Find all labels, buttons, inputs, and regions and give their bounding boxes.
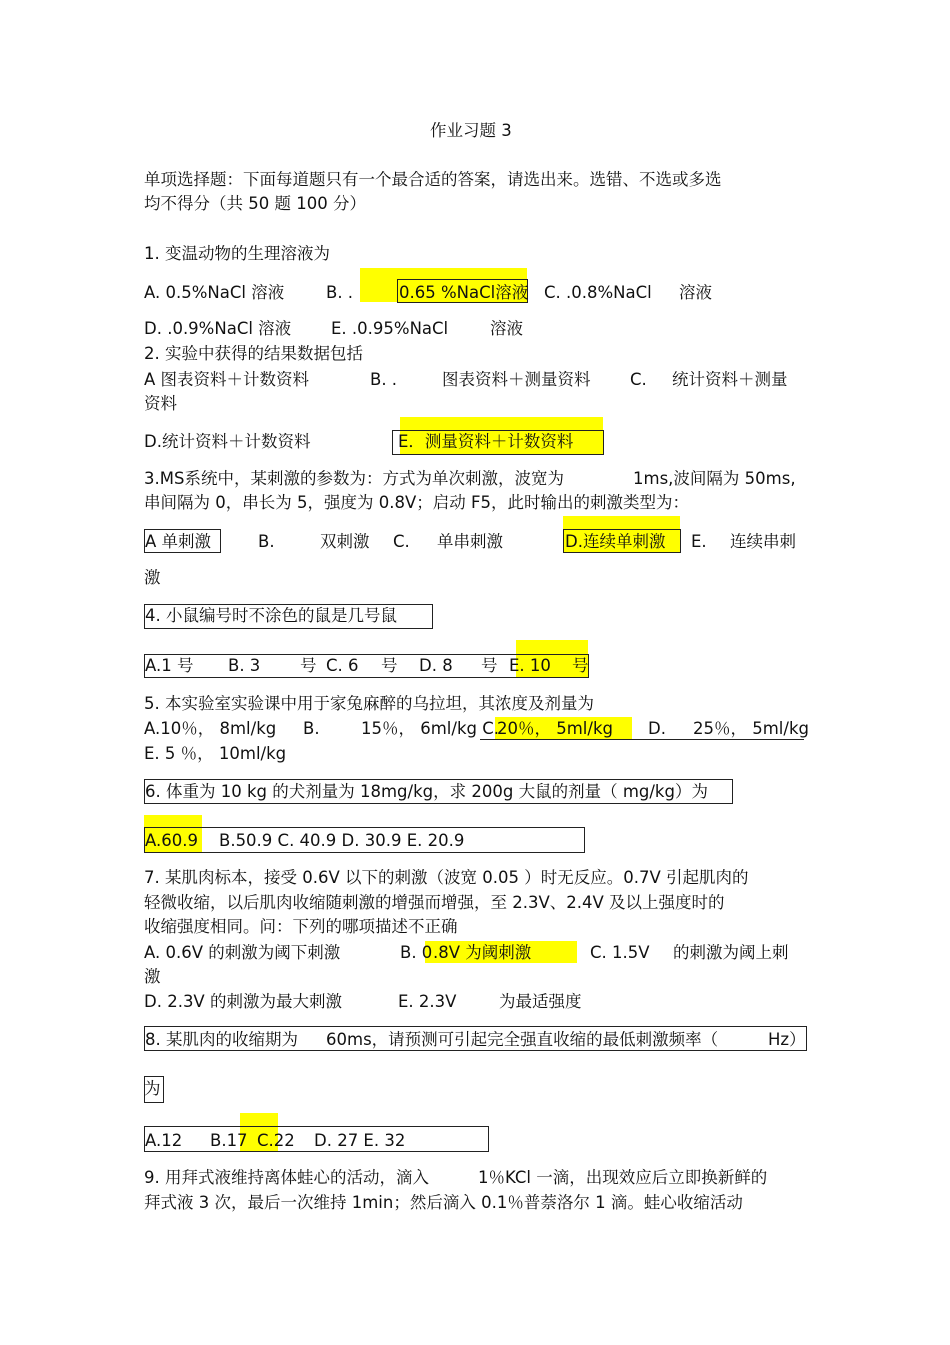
instructions-line-1: 单项选择题：下面每道题只有一个最合适的答案，请选出来。选错、不选或多选 <box>144 170 722 189</box>
q2-option-c: 统计资料＋测量 <box>672 370 788 389</box>
q3-stem-line-1a: 3.MS系统中，某刺激的参数为：方式为单次刺激，波宽为 <box>144 469 564 488</box>
q5-option-c: 20％， 5ml/kg <box>497 719 613 738</box>
q5-stem: 5. 本实验室实验课中用于家兔麻醉的乌拉坦，其浓度及剂量为 <box>144 694 594 713</box>
q7-option-c-cont: 激 <box>144 967 161 986</box>
q8-other-options: D. 27 E. 32 <box>314 1131 406 1150</box>
q1-option-a: A. 0.5%NaCl 溶液 <box>144 283 285 302</box>
q8-stem-cont: 为 <box>144 1079 161 1098</box>
q3-option-c: 单串刺激 <box>437 532 503 551</box>
q1-option-e-suffix: 溶液 <box>490 319 523 338</box>
q1-option-e: E. .0.95%NaCl <box>331 319 449 338</box>
q3-stem-line-2: 串间隔为 0，串长为 5，强度为 0.8V；启动 F5，此时输出的刺激类型为： <box>144 493 689 512</box>
q9-stem-line-1a: 9. 用拜式液维持离体蛙心的活动，滴入 <box>144 1168 429 1187</box>
q3-option-b: 双刺激 <box>320 532 370 551</box>
q3-option-b-prefix: B. <box>258 532 275 551</box>
q4-option-d-suffix: 号 <box>481 656 498 675</box>
q6-option-a: A.60.9 <box>145 831 198 850</box>
q3-stem-line-1b: 1ms,波间隔为 50ms, <box>633 469 796 488</box>
q7-stem-line-3: 收缩强度相同。问：下列的哪项描述不正确 <box>144 917 458 936</box>
q1-option-c-suffix: 溶液 <box>679 283 712 302</box>
q8-option-a: A.12 <box>145 1131 183 1150</box>
q6-stem: 6. 体重为 10 kg 的犬剂量为 18mg/kg，求 200g 大鼠的剂量（ mg/kg）为 <box>145 782 708 801</box>
q7-option-b: .8V 为阈刺激 <box>433 943 532 962</box>
q2-option-a: A 图表资料＋计数资料 <box>144 370 310 389</box>
q8-stem-c: Hz） <box>768 1030 806 1049</box>
q4-option-b-suffix: 号 <box>300 656 317 675</box>
q4-option-e-suffix: 号 <box>572 656 589 675</box>
q1-option-b-prefix: B. . <box>326 283 354 302</box>
q7-option-a: A. 0.6V 的刺激为阈下刺激 <box>144 943 341 962</box>
q7-option-e: E. 2.3V <box>398 992 457 1011</box>
q5-option-e: E. 5 ％， 10ml/kg <box>144 744 287 763</box>
q8-option-c: C.22 <box>257 1131 295 1150</box>
q5-option-d: 25％， 5ml/kg <box>693 719 809 738</box>
q3-option-c-prefix: C. <box>393 532 410 551</box>
q8-stem-a: 8. 某肌肉的收缩期为 <box>145 1030 298 1049</box>
q8-option-b: B.17 <box>210 1131 248 1150</box>
q7-option-d: D. 2.3V 的刺激为最大刺激 <box>144 992 342 1011</box>
q7-option-c: C. 1.5V <box>590 943 650 962</box>
q4-option-c: C. 6 <box>326 656 359 675</box>
q5-option-b: 15％， 6ml/kg C. <box>361 719 499 738</box>
q4-option-e: E. 10 <box>509 656 551 675</box>
q2-option-e: E．测量资料＋计数资料 <box>398 432 574 451</box>
q9-stem-line-1b: 1％KCl 一滴，出现效应后立即换新鲜的 <box>478 1168 768 1187</box>
instructions-line-2: 均不得分（共 50 题 100 分） <box>144 194 366 213</box>
page-title: 作业习题 3 <box>430 121 512 140</box>
q1-option-b: 0.65 %NaCl溶液 <box>399 283 529 302</box>
q4-stem: 4. 小鼠编号时不涂色的鼠是几号鼠 <box>145 606 397 625</box>
q2-option-c-prefix: C. <box>630 370 647 389</box>
q3-option-e-cont: 激 <box>144 568 161 587</box>
q2-option-d: D.统计资料＋计数资料 <box>144 432 311 451</box>
q4-option-d: D. 8 <box>419 656 453 675</box>
q6-other-options: B.50.9 C. 40.9 D. 30.9 E. 20.9 <box>219 831 465 850</box>
q9-stem-line-2: 拜式液 3 次，最后一次维持 1min；然后滴入 0.1％普萘洛尔 1 滴。蛙心收缩活动 <box>144 1193 743 1212</box>
q3-option-e-prefix: E. <box>691 532 707 551</box>
q2-option-b: 图表资料＋测量资料 <box>442 370 591 389</box>
q1-stem: 1. 变温动物的生理溶液为 <box>144 244 330 263</box>
q5-option-a: A.10％， 8ml/kg <box>144 719 277 738</box>
q5-option-d-prefix: D. <box>648 719 666 738</box>
q7-option-b-prefix: B. 0 <box>400 943 433 962</box>
q7-option-c-suffix: 的刺激为阈上刺 <box>673 943 789 962</box>
q2-option-c-cont: 资料 <box>144 394 177 413</box>
q7-option-e-suffix: 为最适强度 <box>499 992 582 1011</box>
q8-stem-b: 60ms，请预测可引起完全强直收缩的最低刺激频率（ <box>326 1030 719 1049</box>
q2-option-b-prefix: B. . <box>370 370 398 389</box>
q4-option-c-suffix: 号 <box>381 656 398 675</box>
q1-option-c: C. .0.8%NaCl <box>544 283 652 302</box>
q4-option-a: A.1 号 <box>145 656 194 675</box>
q5-option-b-prefix: B. <box>303 719 320 738</box>
q7-stem-line-1: 7. 某肌肉标本，接受 0.6V 以下的刺激（波宽 0.05 ）时无反应。0.7V 引起肌肉的 <box>144 868 749 887</box>
q2-stem: 2. 实验中获得的结果数据包括 <box>144 344 363 363</box>
q3-option-a: A 单刺激 <box>145 532 212 551</box>
q3-option-e: 连续串刺 <box>730 532 796 551</box>
q1-option-d: D. .0.9%NaCl 溶液 <box>144 319 292 338</box>
q4-option-b: B. 3 <box>228 656 261 675</box>
q7-stem-line-2: 轻微收缩，以后肌肉收缩随刺激的增强而增强，至 2.3V、2.4V 及以上强度时的 <box>144 893 725 912</box>
q3-option-d: D.连续单刺激 <box>565 532 666 551</box>
q5-underline <box>480 739 804 740</box>
